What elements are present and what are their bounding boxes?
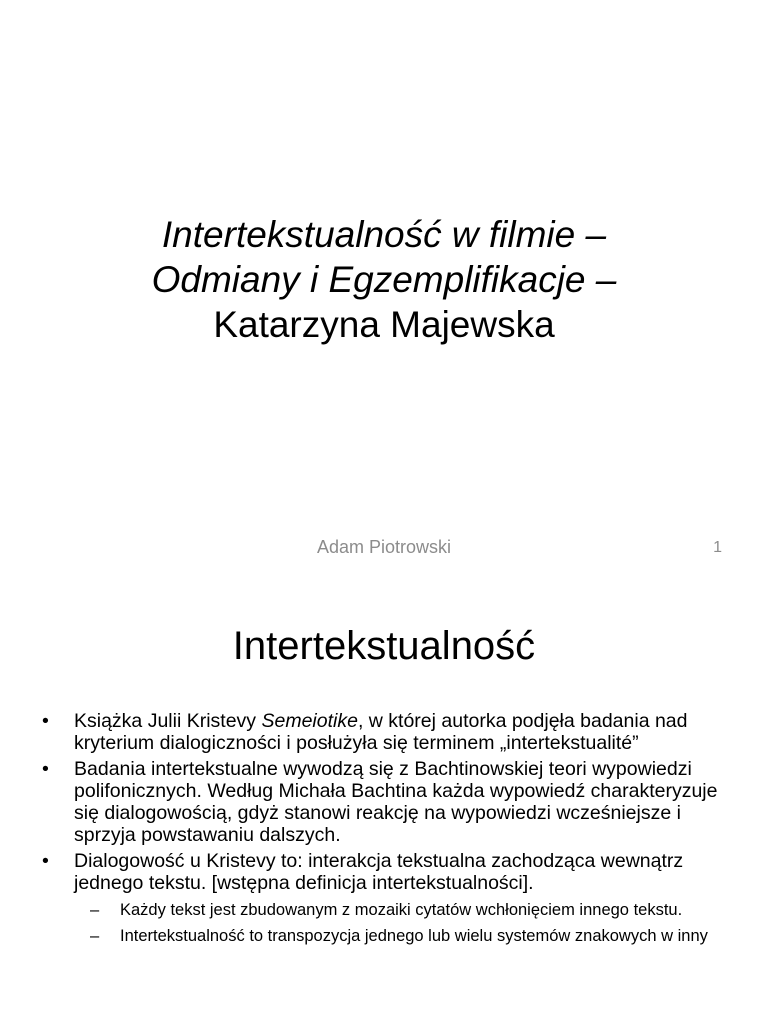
title-line-2: Odmiany i Egzemplifikacje – — [151, 259, 617, 300]
bullet-emphasis: Semeiotike — [261, 710, 358, 732]
page-number: 1 — [713, 539, 722, 556]
title-line-3: Katarzyna Majewska — [213, 304, 555, 345]
author-footer: Adam Piotrowski — [316, 537, 452, 557]
sub-bullet-list — [74, 900, 740, 946]
title-line-1: Intertekstualność w filmie – — [161, 214, 607, 255]
bullet-text: Dialogowość u Kristevy to: interakcja tekstualna zachodząca wewnątrz jednego tekstu. [wstępna definicja intertekstualności]. — [74, 850, 684, 894]
bullet-text-post: , w której autorka podjęła badania nad kryterium dialogiczności i posłużyła się terminem „intertekstualité” — [74, 710, 688, 754]
sub-bullet-item: – Każdy tekst jest zbudowanym z mozaiki cytatów wchłonięciem innego tekstu. — [74, 900, 740, 920]
bullet-item — [40, 850, 740, 946]
bullet-text-pre: Książka Julii Kristevy — [74, 710, 262, 732]
slide-2-title: Intertekstualność — [232, 624, 536, 668]
slide-1-title — [0, 212, 768, 347]
sub-bullet-item: – Intertekstualność to transpozycja jednego lub wielu systemów znakowych w inny — [74, 926, 740, 946]
bullet-item — [40, 758, 740, 846]
bullet-item — [40, 710, 740, 754]
bullet-list — [40, 710, 740, 952]
bullet-text: Badania intertekstualne wywodzą się z Bachtinowskiej teori wypowiedzi polifonicznych. Według Michała Bachtina każda wypowiedź charakteryzuje się dialogowością, gdyż stanowi reakcję na wypowiedzi wcześniejsze i sprzyja powstawaniu dalszych. — [74, 758, 718, 846]
